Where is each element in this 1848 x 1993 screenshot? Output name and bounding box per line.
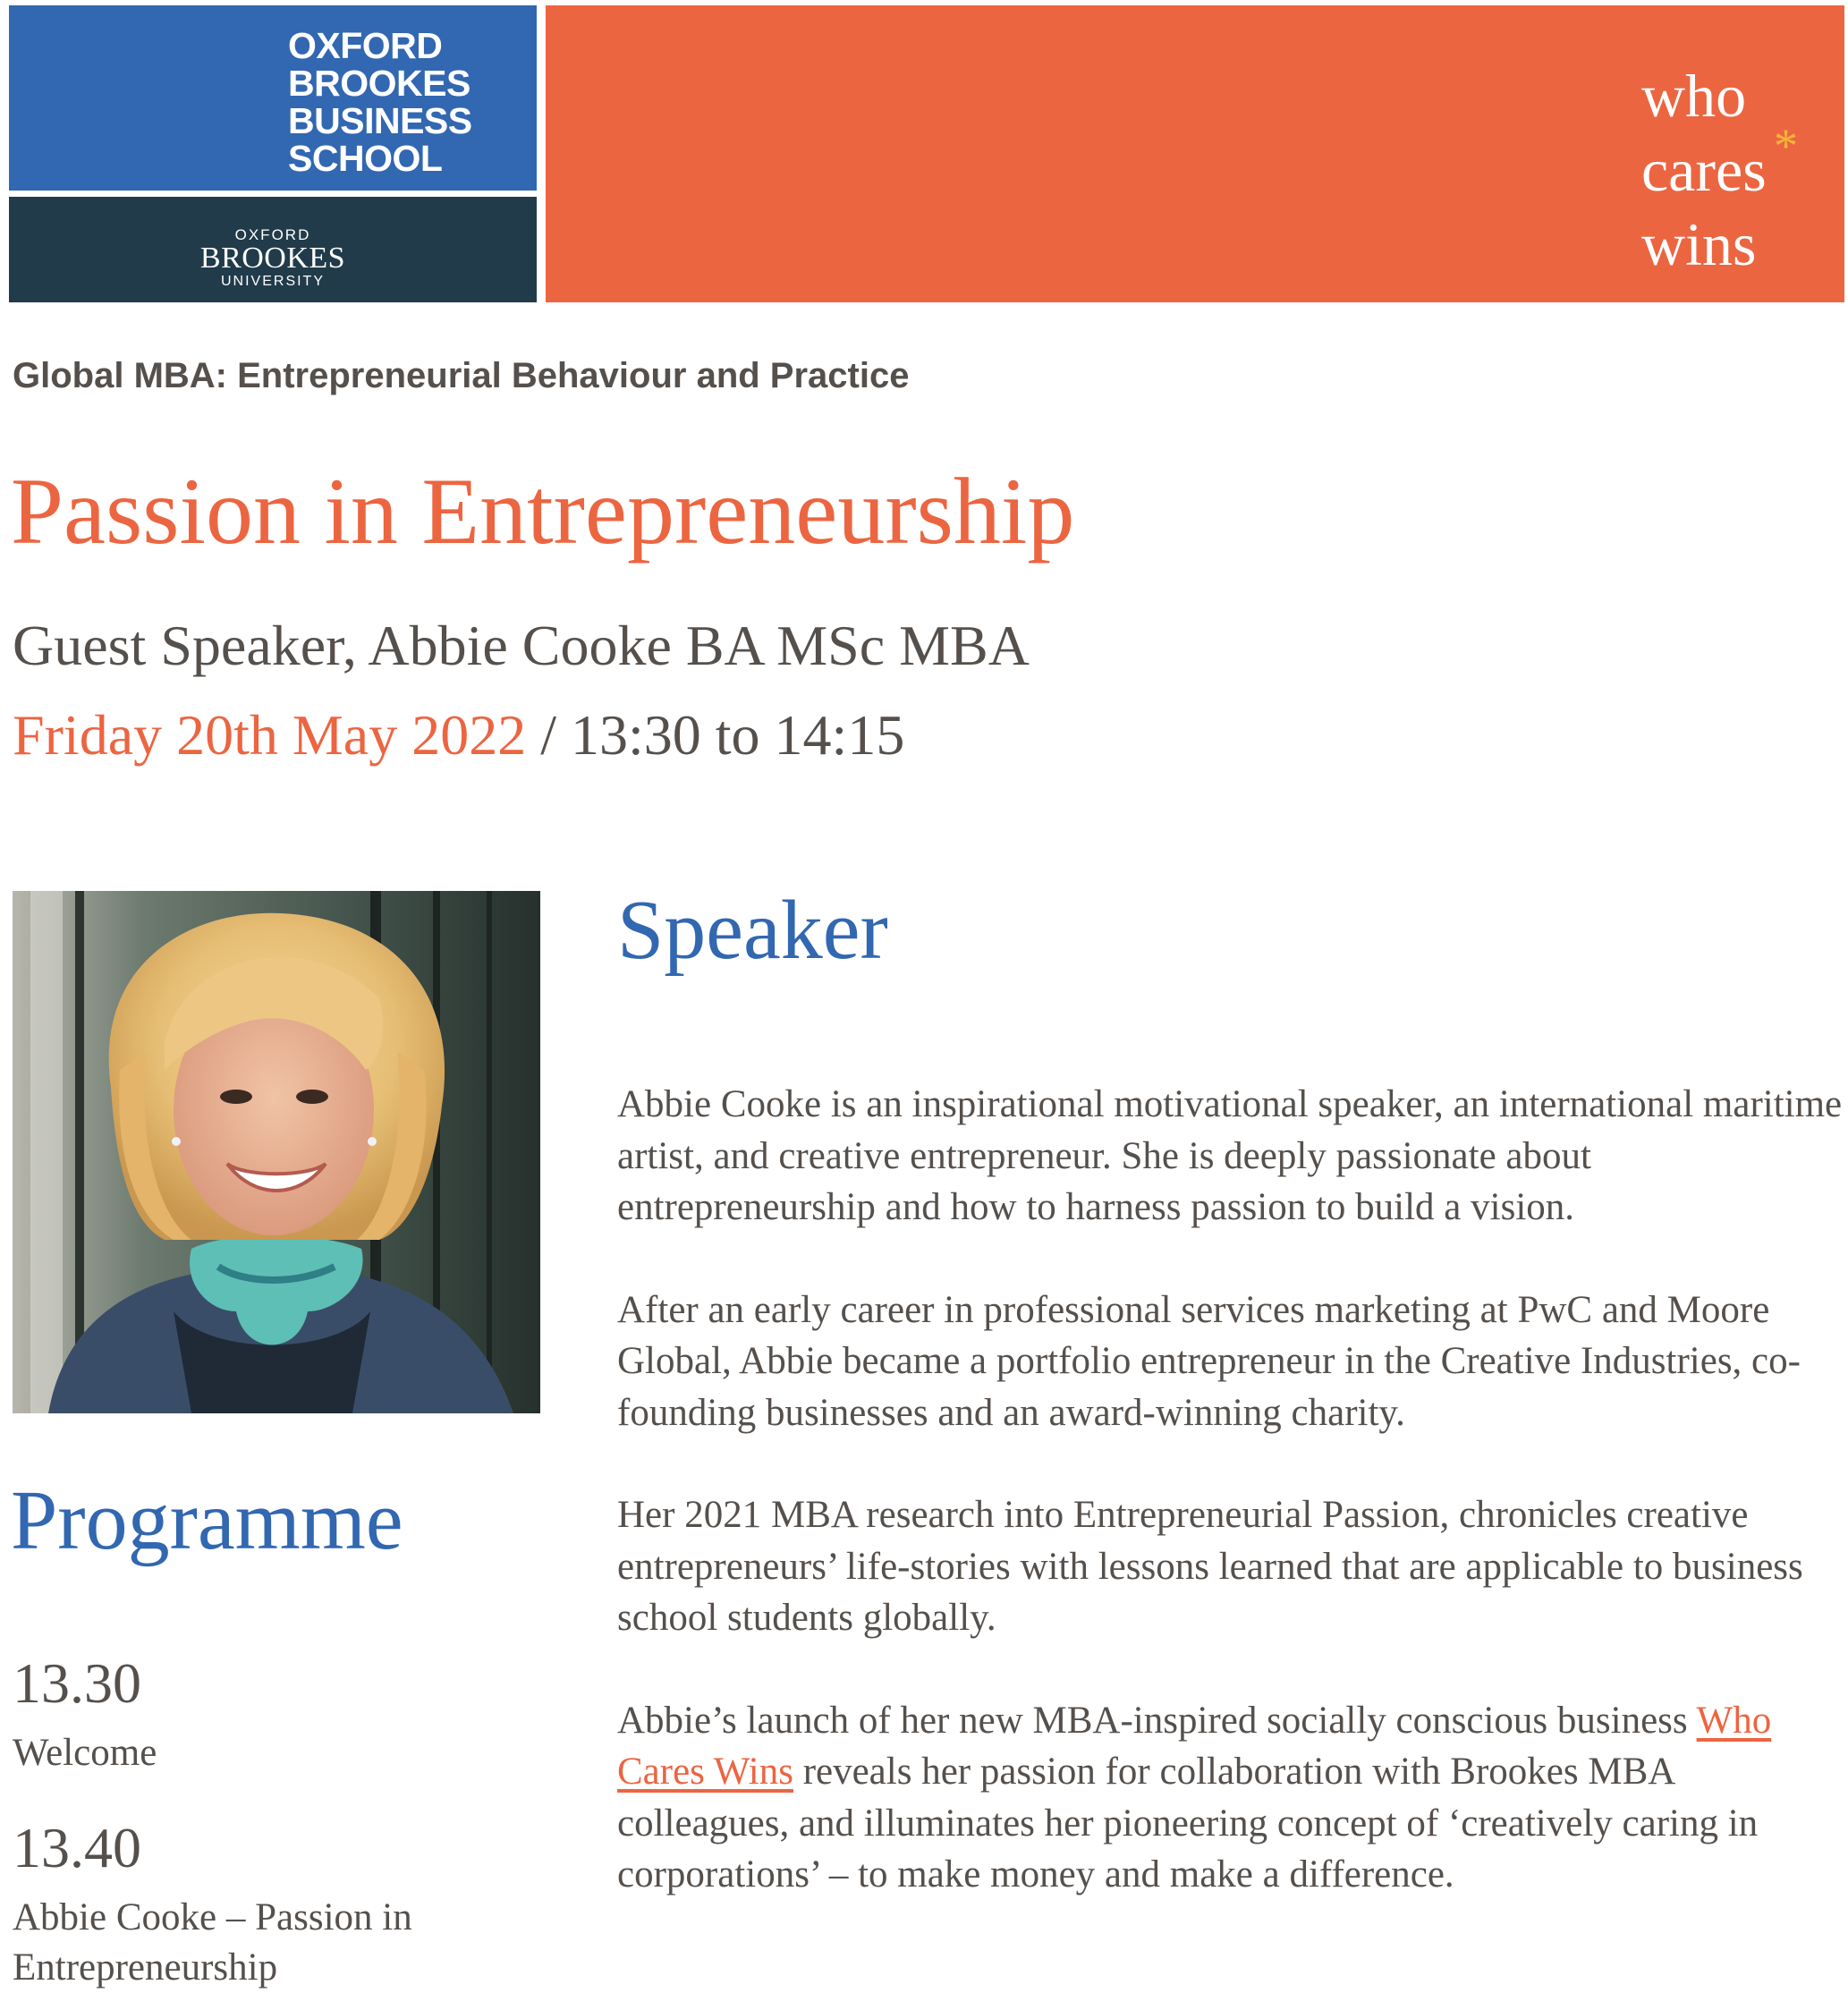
programme-item-time: 13.30 bbox=[13, 1651, 141, 1715]
asterisk-icon: * bbox=[1774, 119, 1798, 173]
speaker-photo bbox=[13, 891, 540, 1413]
speaker-bio bbox=[617, 1079, 1843, 1952]
programme-item-description: Abbie Cooke – Passion in Entrepreneurship bbox=[13, 1896, 412, 1989]
tagline-line: wins bbox=[1641, 210, 1757, 278]
date-time-line bbox=[13, 701, 904, 769]
brand-banner bbox=[546, 5, 1844, 302]
who-cares-wins-logo bbox=[1641, 59, 1767, 282]
university-logo-top: OXFORD bbox=[234, 226, 311, 243]
bio-paragraph: Her 2021 MBA research into Entrepreneurial Passion, chronicles creative entrepreneurs’ life-stories with lessons learned that are applicable to business school students globally. bbox=[617, 1494, 1803, 1639]
business-school-wordmark bbox=[288, 27, 472, 177]
university-logo bbox=[9, 197, 537, 302]
programme-heading: Programme bbox=[11, 1474, 403, 1567]
event-date: Friday 20th May 2022 bbox=[13, 703, 527, 767]
wordmark-line: BUSINESS bbox=[288, 100, 472, 141]
bio-paragraph: After an early career in professional services marketing at PwC and Moore Global, Abbie became a portfolio entrepreneur in the Creative Industries, co-founding businesses and an award-winning charity. bbox=[617, 1288, 1801, 1434]
university-logo-middle: BROOKES bbox=[199, 242, 346, 275]
university-logo-bottom: UNIVERSITY bbox=[220, 274, 325, 289]
tagline-line: cares bbox=[1641, 136, 1767, 204]
speaker-line: Guest Speaker, Abbie Cooke BA MSc MBA bbox=[13, 614, 1030, 677]
bio-text: Abbie’s launch of her new MBA-inspired socially conscious business bbox=[617, 1699, 1697, 1742]
business-school-logo bbox=[9, 5, 537, 191]
who-cares-wins-link[interactable]: Who Cares Wins bbox=[617, 1699, 1772, 1793]
wordmark-line: BROOKES bbox=[288, 63, 470, 104]
speaker-heading: Speaker bbox=[617, 884, 888, 977]
tagline-line: who bbox=[1641, 62, 1747, 130]
event-time: 13:30 to 14:15 bbox=[570, 703, 905, 767]
bio-paragraph bbox=[617, 1695, 1843, 1901]
programme-item-description: Welcome bbox=[13, 1732, 157, 1774]
programme-item-time: 13.40 bbox=[13, 1816, 141, 1879]
time-separator: / bbox=[526, 703, 571, 767]
course-title: Global MBA: Entrepreneurial Behaviour and Practice bbox=[13, 356, 910, 395]
bio-paragraph: Abbie Cooke is an inspirational motivational speaker, an international maritime artist, and creative entrepreneur. She is deeply passionate about entrepreneurship and how to harness passion to build a vision. bbox=[617, 1083, 1843, 1228]
wordmark-line: OXFORD bbox=[288, 25, 443, 66]
event-title: Passion in Entrepreneurship bbox=[11, 459, 1075, 564]
bio-text: reveals her passion for collaboration with Brookes MBA colleagues, and illuminates her pioneering concept of ‘creatively caring in corporations’ – to make money and make a difference. bbox=[617, 1751, 1759, 1895]
wordmark-line: SCHOOL bbox=[288, 138, 443, 179]
